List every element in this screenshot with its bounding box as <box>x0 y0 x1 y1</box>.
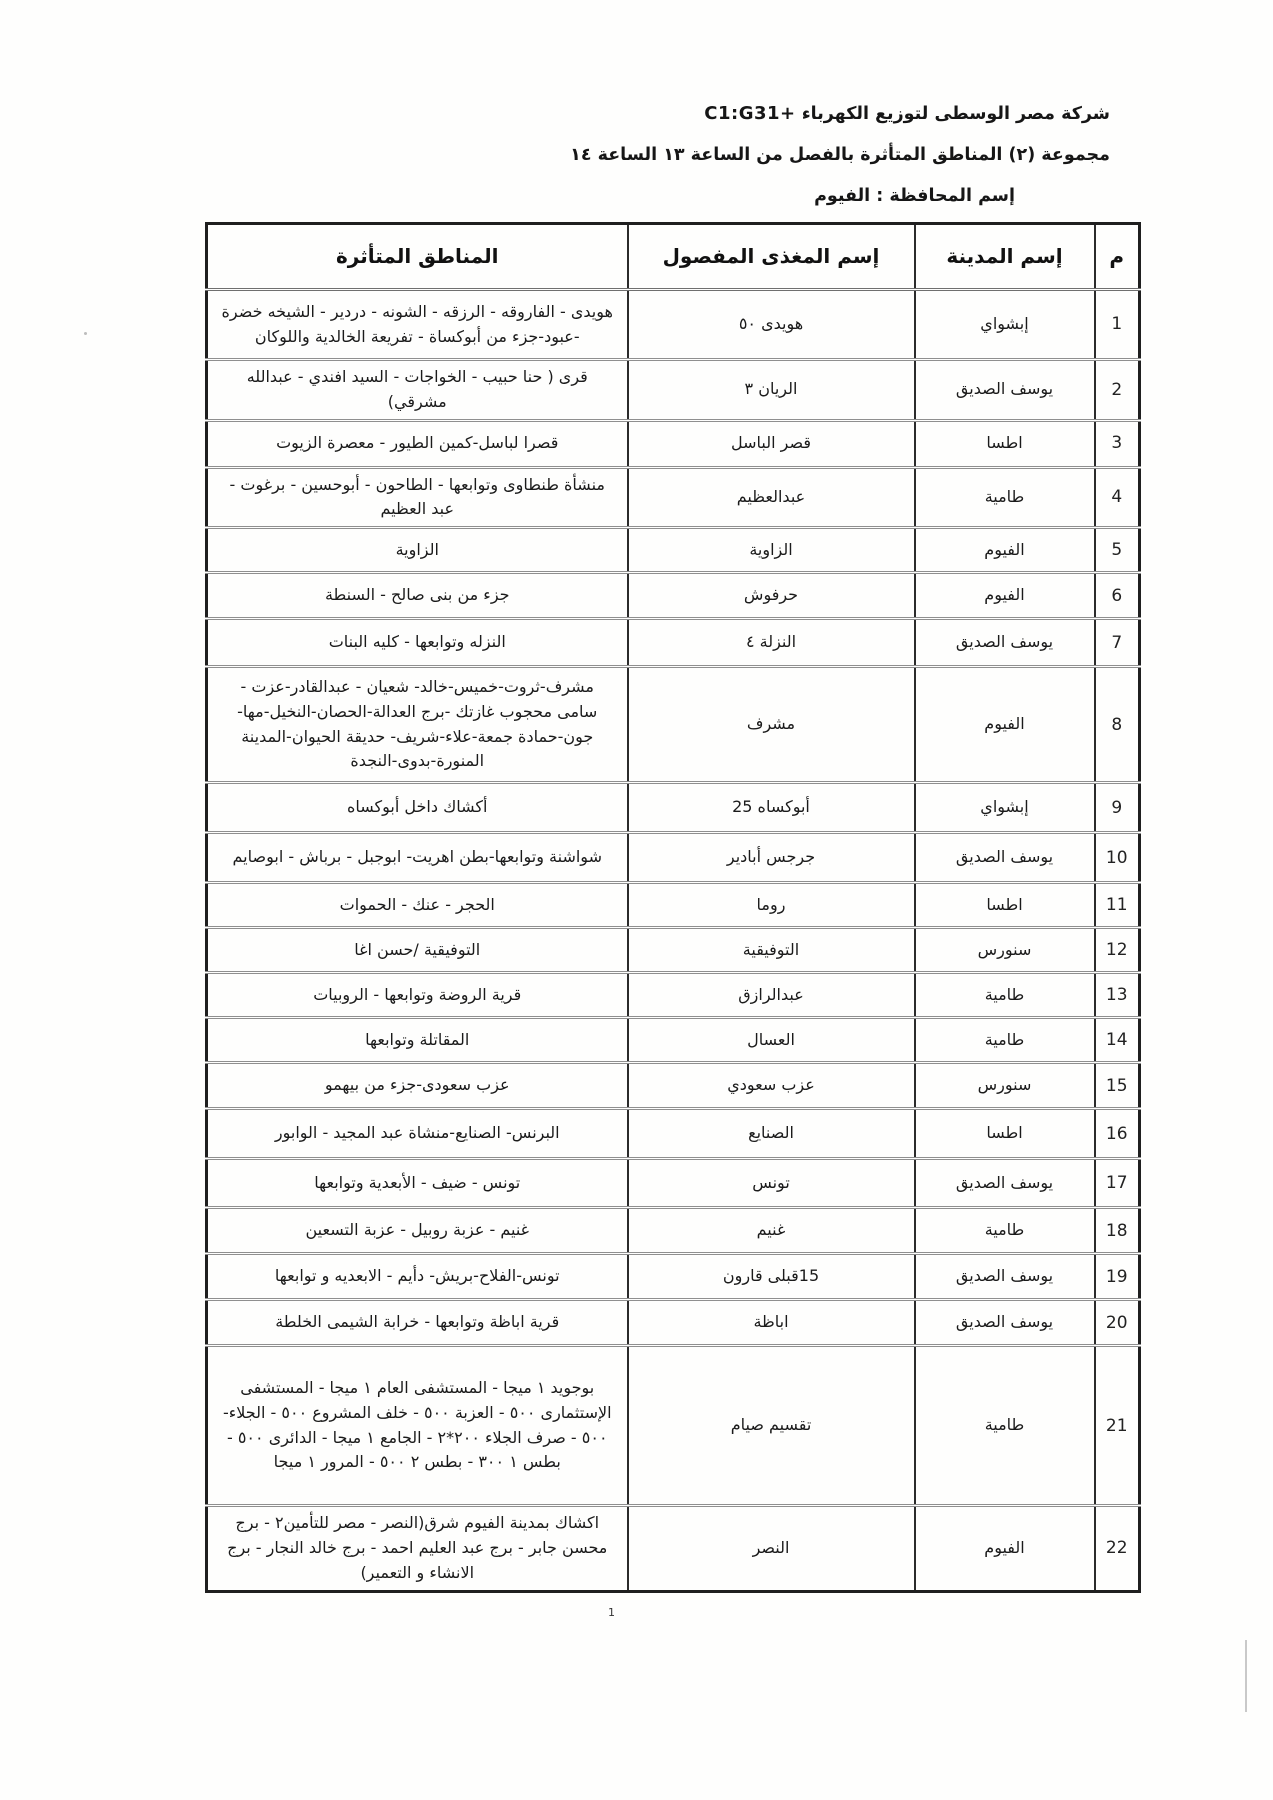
scan-artifact <box>1245 1640 1247 1712</box>
feeder-cell: تونس <box>628 1159 915 1208</box>
city-cell: طامية <box>915 1346 1095 1506</box>
city-cell: طامية <box>915 1208 1095 1254</box>
table-row <box>207 420 1140 467</box>
table-row <box>207 360 1140 421</box>
header-num: م <box>1095 224 1140 290</box>
feeder-cell: 15قبلى قارون <box>628 1254 915 1300</box>
feeder-cell: النصر <box>628 1506 915 1591</box>
table-row <box>207 528 1140 573</box>
areas-cell: تونس-الفلاح-بريش- دأيم - الابعديه و توابعها <box>207 1254 628 1300</box>
row-num: 20 <box>1095 1300 1140 1346</box>
feeder-cell: حرفوش <box>628 573 915 619</box>
city-cell: الفيوم <box>915 1506 1095 1591</box>
table-row <box>207 1109 1140 1159</box>
city-cell: طامية <box>915 973 1095 1018</box>
city-cell: الفيوم <box>915 667 1095 783</box>
areas-cell: غنيم - عزبة روبيل - عزبة التسعين <box>207 1208 628 1254</box>
city-cell: الفيوم <box>915 573 1095 619</box>
table-row <box>207 1506 1140 1591</box>
table-row <box>207 467 1140 528</box>
areas-cell: بوجويد ١ ميجا - المستشفى العام ١ ميجا - المستشفى الإستثمارى ٥٠٠ - العزبة ٥٠٠ - خلف المشروع ٥٠٠ - الجلاء- ٥٠٠ - صرف الجلاء ٢٠٠*٢ - الجامع ١ ميجا - الدائرى ٥٠٠ - بطس ١ ٣٠٠ - بطس ٢ ٥٠٠ - المرور ١ ميجا <box>207 1346 628 1506</box>
city-cell: إبشواي <box>915 783 1095 833</box>
areas-cell: أكشاك داخل أبوكساه <box>207 783 628 833</box>
feeder-cell: جرجس أبادير <box>628 833 915 883</box>
table-row <box>207 1159 1140 1208</box>
row-num: 10 <box>1095 833 1140 883</box>
header-areas: المناطق المتأثرة <box>207 224 628 290</box>
table-row <box>207 1208 1140 1254</box>
city-cell: يوسف الصديق <box>915 1159 1095 1208</box>
table-row <box>207 290 1140 360</box>
areas-cell: البرنس- الصنايع-منشاة عبد المجيد - الوابور <box>207 1109 628 1159</box>
city-cell: طامية <box>915 467 1095 528</box>
row-num: 16 <box>1095 1109 1140 1159</box>
table-row <box>207 1018 1140 1063</box>
areas-cell: الحجر - عنك - الحموات <box>207 883 628 928</box>
document-header <box>490 100 1110 223</box>
city-cell: اطسا <box>915 883 1095 928</box>
row-num: 14 <box>1095 1018 1140 1063</box>
company-name: شركة مصر الوسطى لتوزيع الكهرباء <box>801 104 1110 124</box>
city-cell: طامية <box>915 1018 1095 1063</box>
city-cell: سنورس <box>915 928 1095 973</box>
feeder-cell: روما <box>628 883 915 928</box>
feeder-cell: عزب سعودي <box>628 1063 915 1109</box>
row-num: 17 <box>1095 1159 1140 1208</box>
page-number: 1 <box>608 1606 615 1619</box>
areas-cell: مشرف-ثروت-خميس-خالد- شعيان - عبدالقادر-عزت - سامى محجوب غازتك -برج العدالة-الحصان-النخيل-مها-جون-حمادة جمعة-علاء-شريف- حديقة الحيوان-المدينة المنورة-بدوى-النجدة <box>207 667 628 783</box>
table-row <box>207 973 1140 1018</box>
feeder-cell: أبوكساه 25 <box>628 783 915 833</box>
city-cell: سنورس <box>915 1063 1095 1109</box>
row-num: 13 <box>1095 973 1140 1018</box>
company-title-line <box>490 100 1110 128</box>
governorate-line: إسم المحافظة : الفيوم <box>814 186 1015 206</box>
row-num: 19 <box>1095 1254 1140 1300</box>
feeder-cell: التوفيقية <box>628 928 915 973</box>
areas-cell: شواشنة وتوابعها-بطن اهريت- ابوجبل - برباش - ابوصايم <box>207 833 628 883</box>
row-num: 8 <box>1095 667 1140 783</box>
city-cell: اطسا <box>915 420 1095 467</box>
areas-cell: منشأة طنطاوى وتوابعها - الطاحون - أبوحسين - برغوت - عبد العظيم <box>207 467 628 528</box>
areas-cell: قصرا لباسل-كمين الطيور - معصرة الزيوت <box>207 420 628 467</box>
table-row <box>207 1063 1140 1109</box>
table-row <box>207 833 1140 883</box>
outage-group-line: مجموعة (٢) المناطق المتأثرة بالفصل من الساعة ١٣ الساعة ١٤ <box>570 145 1110 165</box>
header-feeder: إسم المغذى المفصول <box>628 224 915 290</box>
areas-cell: قرى ( حنا حبيب - الخواجات - السيد افندي - عبدالله مشرقي) <box>207 360 628 421</box>
city-cell: يوسف الصديق <box>915 833 1095 883</box>
row-num: 12 <box>1095 928 1140 973</box>
table-row <box>207 1254 1140 1300</box>
feeder-cell: عبدالرازق <box>628 973 915 1018</box>
row-num: 21 <box>1095 1346 1140 1506</box>
header-city: إسم المدينة <box>915 224 1095 290</box>
row-num: 6 <box>1095 573 1140 619</box>
group-code: C1:G31+ <box>704 103 796 124</box>
row-num: 9 <box>1095 783 1140 833</box>
table-row <box>207 883 1140 928</box>
areas-cell: التوفيقية /حسن اغا <box>207 928 628 973</box>
areas-cell: النزله وتوابعها - كليه البنات <box>207 619 628 667</box>
row-num: 18 <box>1095 1208 1140 1254</box>
feeder-cell: تقسيم صيام <box>628 1346 915 1506</box>
feeder-cell: اباظة <box>628 1300 915 1346</box>
row-num: 7 <box>1095 619 1140 667</box>
city-cell: اطسا <box>915 1109 1095 1159</box>
row-num: 1 <box>1095 290 1140 360</box>
city-cell: إبشواي <box>915 290 1095 360</box>
table-row <box>207 783 1140 833</box>
areas-cell: هويدى - الفاروقه - الرزقه - الشونه - دردير - الشيخه خضرة -عبود-جزء من أبوكساة - تفريعة الخالدية واللوكان <box>207 290 628 360</box>
areas-cell: اكشاك بمدينة الفيوم شرق(النصر - مصر للتأمين٢ - برج محسن جابر - برج عبد العليم احمد - برج خالد النجار - برج الانشاء و التعمير) <box>207 1506 628 1591</box>
feeder-cell: قصر الباسل <box>628 420 915 467</box>
areas-cell: تونس - ضيف - الأبعدية وتوابعها <box>207 1159 628 1208</box>
row-num: 2 <box>1095 360 1140 421</box>
city-cell: يوسف الصديق <box>915 1254 1095 1300</box>
outage-table <box>205 222 1141 1593</box>
feeder-cell: عبدالعظيم <box>628 467 915 528</box>
city-cell: يوسف الصديق <box>915 1300 1095 1346</box>
scan-artifact <box>84 332 87 335</box>
areas-cell: الزاوية <box>207 528 628 573</box>
row-num: 15 <box>1095 1063 1140 1109</box>
feeder-cell: الريان ٣ <box>628 360 915 421</box>
feeder-cell: غنيم <box>628 1208 915 1254</box>
city-cell: يوسف الصديق <box>915 360 1095 421</box>
table-row <box>207 573 1140 619</box>
city-cell: الفيوم <box>915 528 1095 573</box>
city-cell: يوسف الصديق <box>915 619 1095 667</box>
row-num: 4 <box>1095 467 1140 528</box>
row-num: 22 <box>1095 1506 1140 1591</box>
table-row <box>207 1300 1140 1346</box>
feeder-cell: الزاوية <box>628 528 915 573</box>
areas-cell: قرية اباظة وتوابعها - خرابة الشيمى الخلطة <box>207 1300 628 1346</box>
table-row <box>207 928 1140 973</box>
table-row <box>207 667 1140 783</box>
areas-cell: المقاتلة وتوابعها <box>207 1018 628 1063</box>
table-row <box>207 1346 1140 1506</box>
row-num: 11 <box>1095 883 1140 928</box>
feeder-cell: النزلة ٤ <box>628 619 915 667</box>
areas-cell: عزب سعودى-جزء من بيهمو <box>207 1063 628 1109</box>
table-header-row <box>207 224 1140 290</box>
areas-cell: قرية الروضة وتوابعها - الروبيات <box>207 973 628 1018</box>
areas-cell: جزء من بنى صالح - السنطة <box>207 573 628 619</box>
feeder-cell: مشرف <box>628 667 915 783</box>
feeder-cell: الصنايع <box>628 1109 915 1159</box>
feeder-cell: هويدى ٥٠ <box>628 290 915 360</box>
table-row <box>207 619 1140 667</box>
row-num: 3 <box>1095 420 1140 467</box>
feeder-cell: العسال <box>628 1018 915 1063</box>
row-num: 5 <box>1095 528 1140 573</box>
